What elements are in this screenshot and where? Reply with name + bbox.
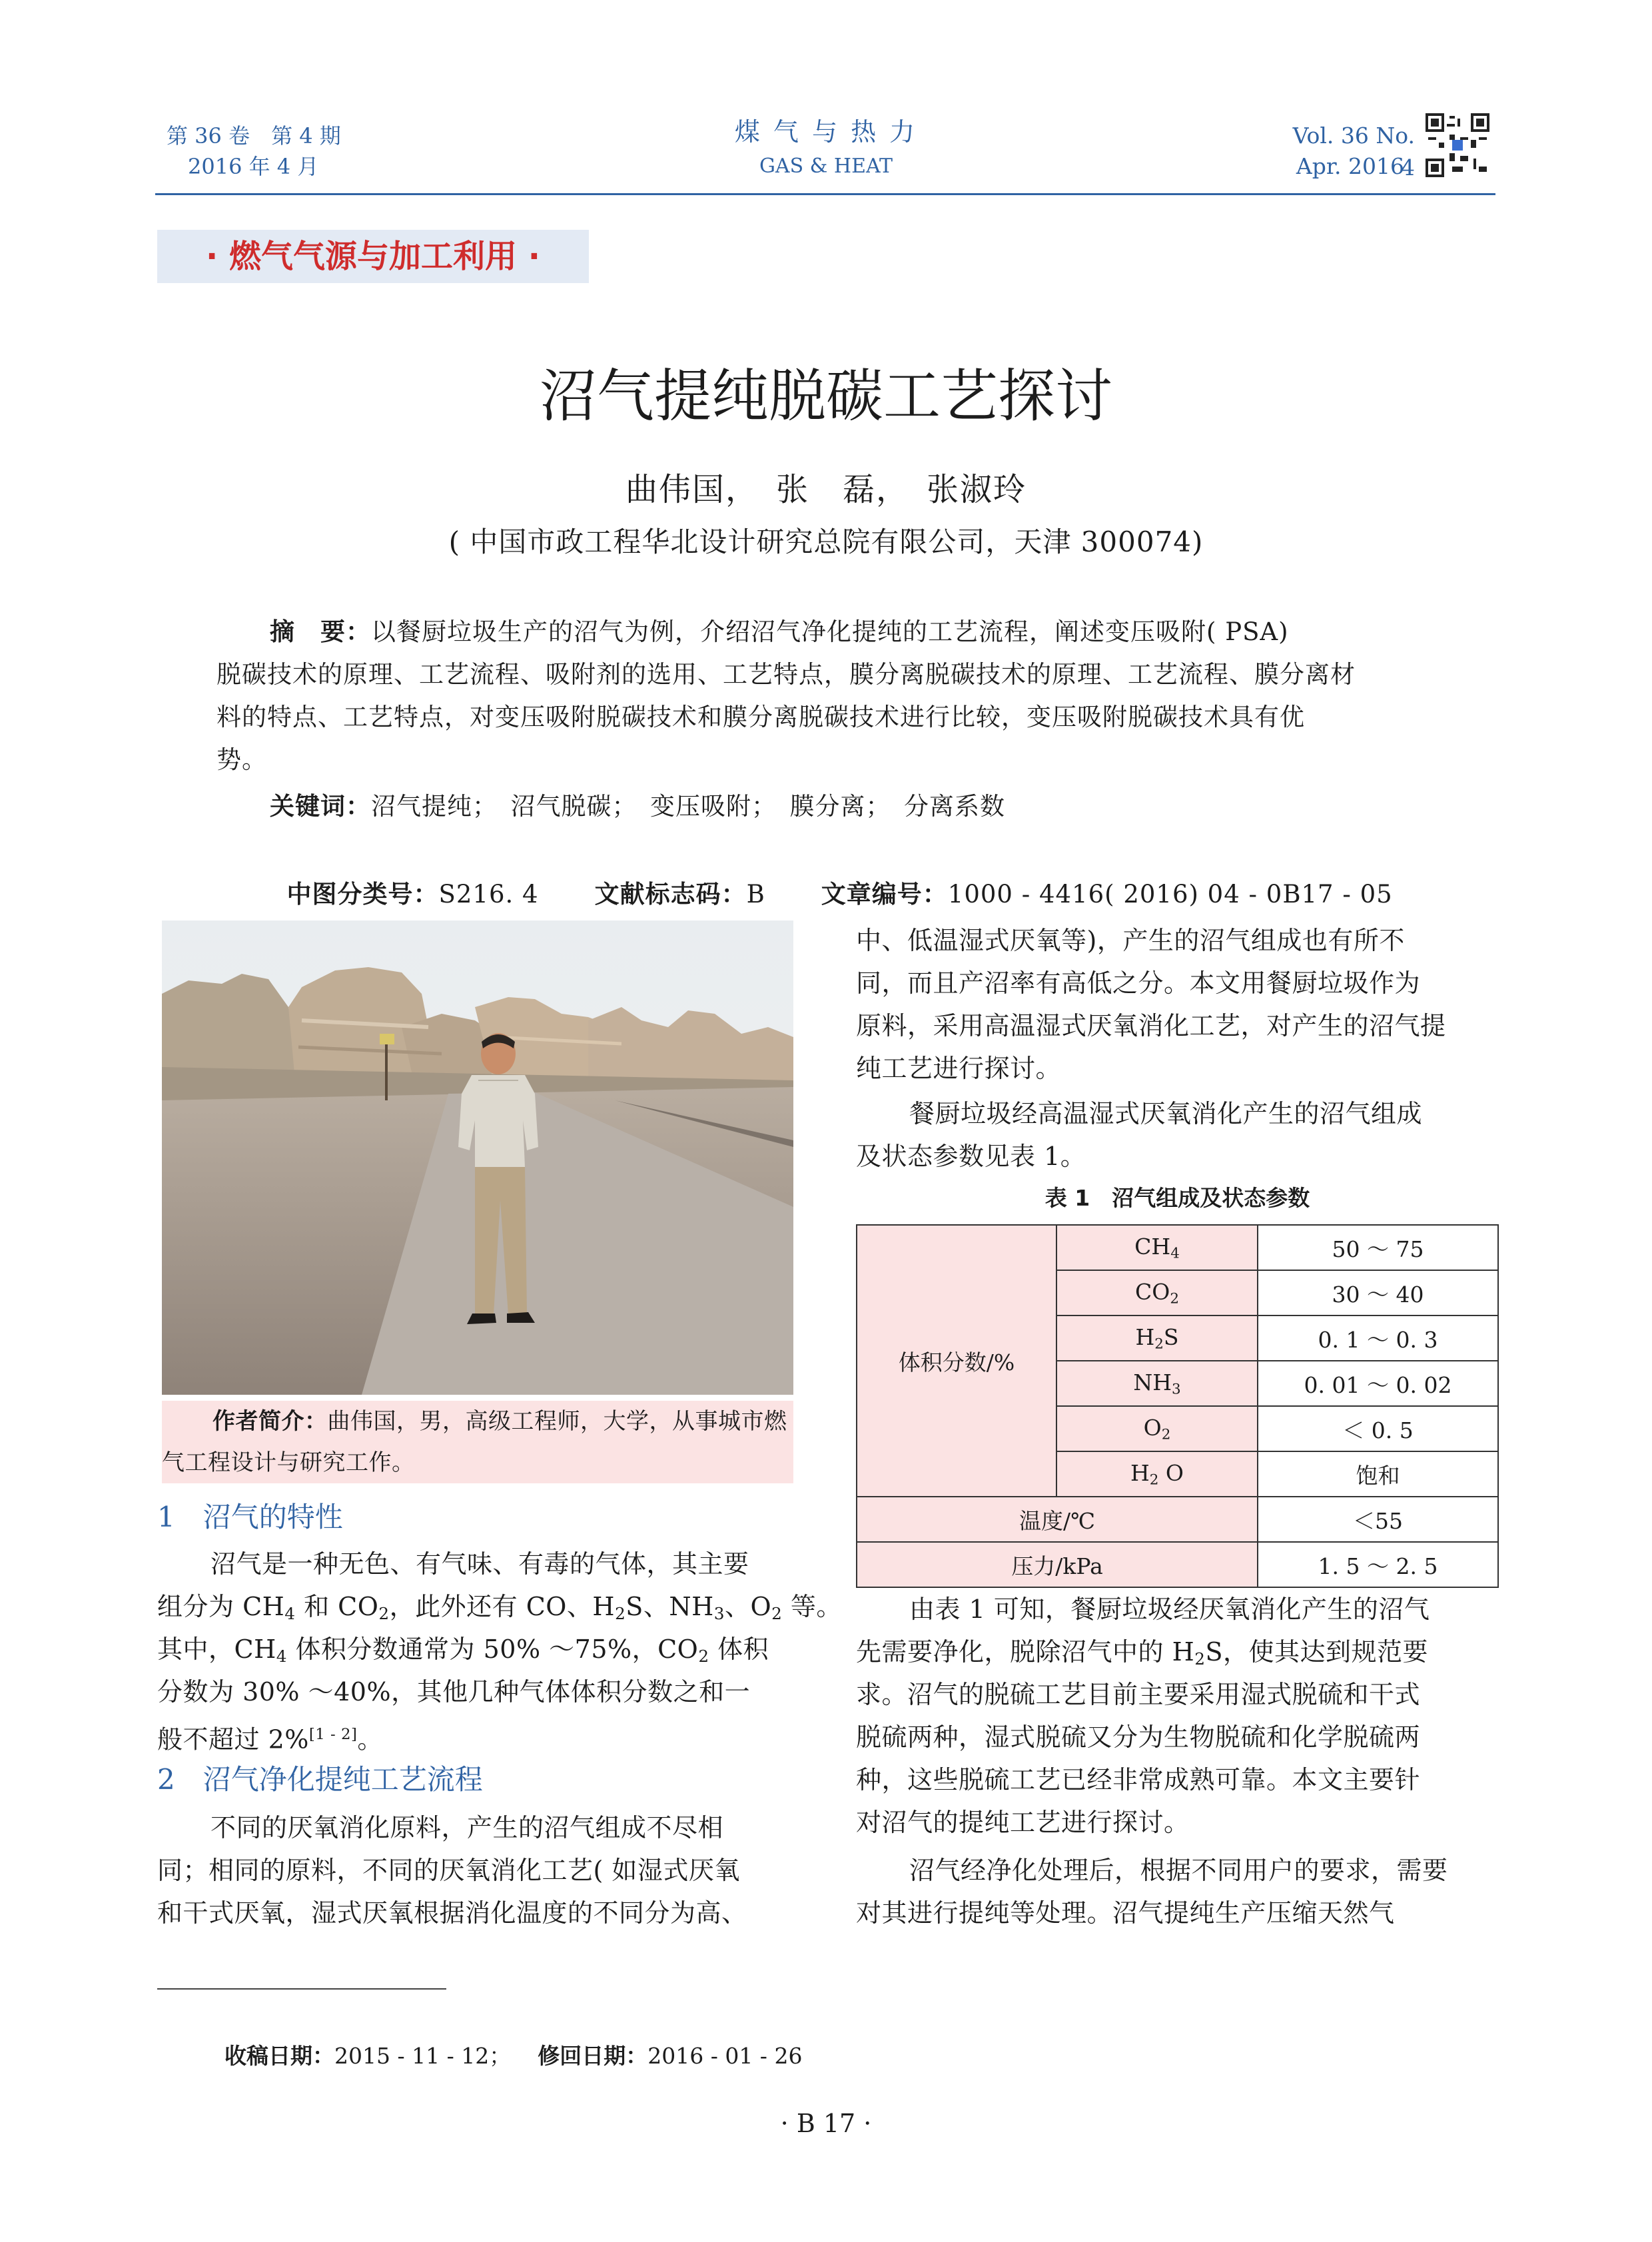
header-volume-en: Vol. 36 No. 4: [1292, 123, 1415, 181]
table-cell-value-4: ＜ 0. 5: [1258, 1406, 1498, 1451]
table-pressure-label: 压力/kPa: [857, 1542, 1258, 1587]
doc-code-value: B: [746, 880, 765, 909]
doc-code-label: 文献标志码：: [594, 880, 747, 909]
received-date: 2015 - 11 - 12；: [334, 2043, 512, 2069]
table-cell-value-3: 0. 01 ～ 0. 02: [1258, 1361, 1498, 1406]
author-bio-line-1: [212, 1401, 787, 1442]
clc-label: 中图分类号：: [286, 880, 439, 909]
abstract-line-2: 脱碳技术的原理、工艺流程、吸附剂的选用、工艺特点，膜分离脱碳技术的原理、工艺流程、膜分离材: [216, 660, 1356, 689]
r-p2-line-6: 对沼气的提纯工艺进行探讨。: [856, 1808, 1190, 1837]
section-banner: [157, 230, 589, 283]
s1-line-2-c: ，此外还有 CO、H: [389, 1592, 616, 1621]
keywords-line: [270, 785, 1005, 829]
abstract-line-3: 料的特点、工艺特点，对变压吸附脱碳技术和膜分离脱碳技术进行比较，变压吸附脱碳技术具有优: [216, 703, 1305, 731]
r-line-5: 餐厨垃圾经高温湿式厌氧消化产生的沼气组成: [909, 1099, 1423, 1128]
section-1-title: 1 沼气的特性: [157, 1501, 343, 1533]
r-p3-line-1: 沼气经净化处理后，根据不同用户的要求，需要: [909, 1856, 1448, 1885]
table-1: [856, 1224, 1499, 1579]
article-number-value: 1000 - 4416( 2016) 04 - 0B17 - 05: [947, 880, 1393, 909]
table-cell-value-5: 饱和: [1258, 1451, 1498, 1497]
article-affiliation: ( 中国市政工程华北设计研究总院有限公司，天津 300074): [448, 526, 1204, 558]
classification-line: [270, 829, 1393, 917]
r-line-2: 同，而且产沼率有高低之分。本文用餐厨垃圾作为: [856, 968, 1421, 998]
r-p2-line-4: 脱硫两种，湿式脱硫又分为生物脱硫和化学脱硫两: [856, 1722, 1421, 1752]
header-date: 2016 年 4 月: [188, 154, 319, 179]
table-group-label: 体积分数/%: [857, 1225, 1056, 1497]
author-bio-text-1: 曲伟国，男，高级工程师，大学，从事城市燃: [327, 1408, 787, 1435]
table-cell-name-4: $O_2$: [1056, 1406, 1258, 1451]
author-photo: [162, 921, 793, 1395]
s1-line-3-a: 其中，CH: [157, 1635, 276, 1664]
table-cell-name-1: $CO_2$: [1056, 1270, 1258, 1315]
r-p2-line-5: 种，这些脱硫工艺已经非常成熟可靠。本文主要针: [856, 1765, 1421, 1794]
footnote-dates: [210, 2006, 802, 2073]
r-p2-line-2: 先需要净化，脱除沼气中的 $H_2S$，使其达到规范要: [856, 1637, 1428, 1669]
author-bio-line-2: 气工程设计与研究工作。: [162, 1449, 415, 1476]
table-1-caption: 表 1 沼气组成及状态参数: [1044, 1185, 1310, 1211]
r-line-1: 中、低温湿式厌氧等)，产生的沼气组成也有所不: [856, 926, 1405, 955]
table-cell-name-3: $NH_3$: [1056, 1361, 1258, 1406]
author-bio-box: [162, 1401, 793, 1483]
abstract-text-1: 以餐厨垃圾生产的沼气为例，介绍沼气净化提纯的工艺流程，阐述变压吸附( PSA): [371, 617, 1289, 646]
table-row: [857, 1497, 1498, 1542]
r-p2-line-3: 求。沼气的脱硫工艺目前主要采用湿式脱硫和干式: [856, 1680, 1421, 1709]
r-p3-line-2: 对其进行提纯等处理。沼气提纯生产压缩天然气: [856, 1898, 1395, 1928]
s1-line-2-d: S、NH: [625, 1592, 714, 1621]
table-pressure-value: 1. 5 ～ 2. 5: [1258, 1542, 1498, 1587]
table-temp-value: ＜55: [1258, 1497, 1498, 1542]
received-label: 收稿日期：: [224, 2043, 334, 2069]
qr-code: [1426, 113, 1489, 177]
r-p2-line-2-b: S，使其达到规范要: [1205, 1637, 1428, 1667]
r-line-4: 纯工艺进行探讨。: [856, 1054, 1062, 1083]
s1-line-4: 分数为 30% ～40%，其他几种气体体积分数之和一: [157, 1677, 751, 1706]
s1-line-2-f: 等。: [782, 1592, 842, 1621]
table-cell-value-1: 30 ～ 40: [1258, 1270, 1498, 1315]
keywords-label: 关键词：: [270, 792, 371, 821]
article-title: 沼气提纯脱碳工艺探讨: [540, 363, 1112, 430]
abstract-line-1: [270, 610, 1289, 654]
r-p2-line-1: 由表 1 可知，餐厨垃圾经厌氧消化产生的沼气: [909, 1595, 1430, 1624]
author-bio-label: 作者简介：: [212, 1408, 328, 1435]
section-2-title: 2 沼气净化提纯工艺流程: [157, 1763, 483, 1796]
r-line-6: 及状态参数见表 1。: [856, 1142, 1086, 1171]
s1-line-2-b: 和 CO: [295, 1592, 379, 1621]
s1-line-2-e: 、O: [724, 1592, 772, 1621]
s1-line-1: 沼气是一种无色、有气味、有毒的气体，其主要: [210, 1549, 749, 1579]
qr-code-graphic: [1426, 113, 1489, 177]
abstract-line-4: 势。: [216, 745, 267, 774]
r-p2-line-2-a: 先需要净化，脱除沼气中的 H: [856, 1637, 1195, 1667]
article-authors: 曲伟国， 张 磊， 张淑玲: [625, 471, 1027, 508]
table-cell-value-0: 50 ～ 75: [1258, 1225, 1498, 1270]
citation-ref[interactable]: [1 - 2]: [308, 1726, 358, 1743]
header-rule: [155, 193, 1495, 195]
table-cell-name-0: $CH_4$: [1056, 1225, 1258, 1270]
table-row: [857, 1542, 1498, 1587]
s1-line-3-c: 体积: [709, 1635, 769, 1664]
author-photo-graphic: [162, 921, 793, 1395]
s1-line-2-a: 组分为 CH: [157, 1592, 285, 1621]
s1-line-3-b: 体积分数通常为 50% ～75%，CO: [286, 1635, 699, 1664]
table-cell-name-2: $H_2S$: [1056, 1315, 1258, 1361]
table-temp-label: 温度/℃: [857, 1497, 1258, 1542]
clc-value: S216. 4: [438, 880, 539, 909]
s1-line-2: 组分为 $CH_4$ 和 $CO_2$，此外还有 CO、$H_2S$、$NH_3$、$O_2$ 等。: [157, 1592, 842, 1624]
header-journal-en: GAS & HEAT: [759, 155, 893, 178]
header-volume: 第 36 卷 第 4 期: [167, 123, 341, 149]
table-row: [857, 1225, 1498, 1270]
s1-line-5-a: 般不超过 2%: [157, 1724, 309, 1754]
s1-line-5-b: 。: [357, 1724, 383, 1754]
article-number-label: 文章编号：: [821, 880, 948, 909]
header-date-en: Apr. 2016: [1296, 153, 1404, 179]
keywords-text: 沼气提纯； 沼气脱碳； 变压吸附； 膜分离； 分离系数: [371, 792, 1005, 821]
s2-line-1: 不同的厌氧消化原料，产生的沼气组成不尽相: [210, 1813, 724, 1842]
s1-line-3: 其中，$CH_4$ 体积分数通常为 50% ～75%，$CO_2$ 体积: [157, 1635, 769, 1667]
revised-date: 2016 - 01 - 26: [647, 2043, 803, 2069]
header-journal-cn: 煤 气 与 热 力: [734, 117, 918, 147]
table-cell-value-2: 0. 1 ～ 0. 3: [1258, 1315, 1498, 1361]
s2-line-2: 同；相同的原料，不同的厌氧消化工艺( 如湿式厌氧: [157, 1856, 740, 1885]
table-cell-name-5: $H_2$ O: [1056, 1451, 1258, 1497]
r-line-3: 原料，采用高温湿式厌氧消化工艺，对产生的沼气提: [856, 1011, 1446, 1040]
s2-line-3: 和干式厌氧，湿式厌氧根据消化温度的不同分为高、: [157, 1898, 747, 1928]
page-number: · B 17 ·: [780, 2109, 872, 2138]
revised-label: 修回日期：: [538, 2043, 648, 2069]
abstract-label: 摘 要：: [270, 617, 371, 646]
s1-line-5: [157, 1713, 383, 1761]
section-banner-text: · 燃气气源与加工利用 ·: [206, 238, 540, 275]
footnote-rule: [157, 1988, 446, 1990]
